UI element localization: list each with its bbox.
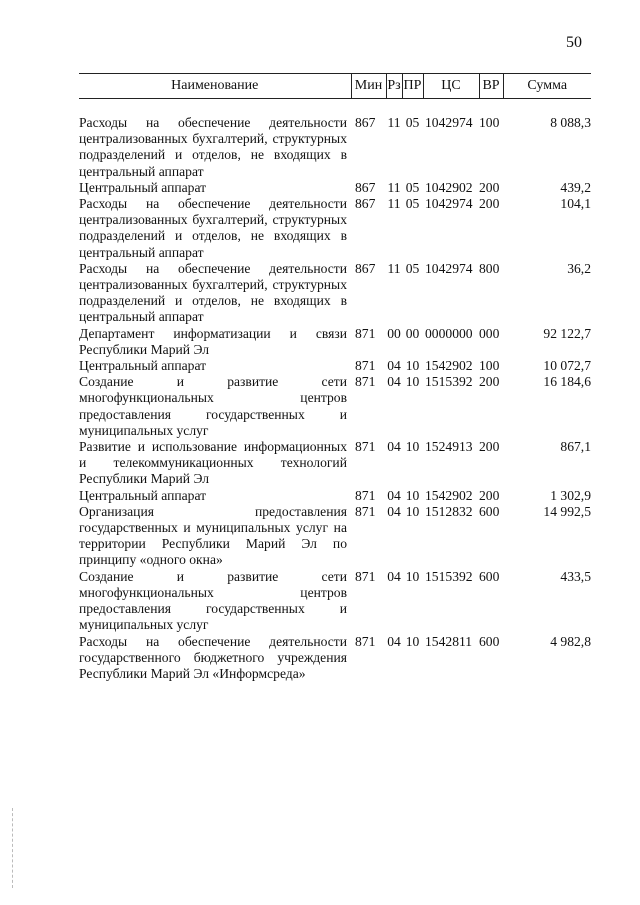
page-number: 50 — [566, 34, 582, 51]
cell-cs: 1542902 — [425, 358, 473, 374]
cell-cs: 0000000 — [425, 325, 473, 341]
cell-vr: 200 — [479, 439, 500, 455]
cell-sum: 1 302,9 — [550, 487, 591, 503]
cell-cs: 1042902 — [425, 179, 473, 195]
cell-vr: 200 — [479, 179, 500, 195]
cell-name: Центральный аппарат — [79, 179, 207, 195]
cell-pr: 10 — [405, 633, 420, 649]
cell-sum: 8 088,3 — [550, 115, 591, 130]
cell-rz: 11 — [387, 179, 401, 195]
cell-rz: 00 — [387, 325, 401, 341]
cell-sum: 433,5 — [560, 568, 591, 584]
cell-min: 867 — [355, 260, 376, 276]
table-row — [79, 326, 591, 358]
cell-cs: 1515392 — [425, 374, 473, 390]
cell-cs: 1515392 — [425, 568, 473, 584]
cell-name: Создание и развитие сети многофункциональных центров предоставления государственных и муниципальных услуг — [79, 374, 347, 438]
table-row — [79, 196, 591, 261]
cell-rz: 04 — [387, 633, 401, 649]
header-vr: ВР — [479, 74, 503, 99]
cell-sum: 10 072,7 — [543, 358, 591, 374]
cell-cs: 1042974 — [425, 260, 473, 276]
header-sum: Сумма — [503, 74, 591, 99]
cell-sum: 104,1 — [560, 196, 591, 212]
cell-pr: 05 — [405, 179, 420, 195]
cell-rz: 04 — [387, 568, 401, 584]
cell-sum: 14 992,5 — [543, 503, 591, 519]
header-name: Наименование — [79, 74, 351, 99]
table-row — [79, 439, 591, 488]
margin-marks — [12, 808, 15, 888]
cell-vr: 800 — [479, 260, 500, 276]
table-row — [79, 504, 591, 569]
cell-vr: 100 — [479, 115, 500, 130]
cell-cs: 1042974 — [425, 196, 473, 212]
cell-min: 871 — [355, 568, 376, 584]
cell-pr: 10 — [405, 503, 420, 519]
cell-vr: 200 — [479, 196, 500, 212]
cell-vr: 200 — [479, 374, 500, 390]
cell-pr: 10 — [405, 487, 420, 503]
cell-vr: 200 — [479, 487, 500, 503]
cell-name: Департамент информатизации и связи Республики Марий Эл — [79, 325, 347, 357]
cell-min: 871 — [355, 374, 376, 390]
cell-sum: 92 122,7 — [543, 325, 591, 341]
cell-vr: 600 — [479, 633, 500, 649]
cell-vr: 000 — [479, 325, 500, 341]
cell-vr: 600 — [479, 503, 500, 519]
cell-name: Расходы на обеспечение деятельности централизованных бухгалтерий, структурных подразделений и отделов, не входящих в центральный аппарат — [79, 115, 347, 179]
cell-min: 871 — [355, 358, 376, 374]
cell-cs: 1524913 — [425, 439, 473, 455]
cell-min: 871 — [355, 487, 376, 503]
header-min: Мин — [351, 74, 386, 99]
cell-min: 867 — [355, 179, 376, 195]
cell-sum: 439,2 — [560, 179, 591, 195]
cell-cs: 1512832 — [425, 503, 473, 519]
cell-name: Расходы на обеспечение деятельности централизованных бухгалтерий, структурных подразделений и отделов, не входящих в центральный аппарат — [79, 260, 347, 325]
cell-name: Развитие и использование информационных и телекоммуникационных технологий Республики Марий Эл — [79, 439, 347, 487]
cell-pr: 00 — [405, 325, 420, 341]
header-cs: ЦС — [423, 74, 479, 99]
cell-name: Организация предоставления государственных и муниципальных услуг на территории Республики Марий Эл по принципу «одного окна» — [79, 503, 347, 568]
table-row — [79, 358, 591, 374]
cell-pr: 10 — [405, 358, 420, 374]
table-row — [79, 115, 591, 180]
cell-rz: 11 — [387, 115, 401, 130]
cell-min: 867 — [355, 196, 376, 212]
cell-pr: 05 — [405, 196, 420, 212]
cell-cs: 1042974 — [425, 115, 473, 130]
cell-cs: 1542811 — [425, 633, 473, 649]
cell-min: 871 — [355, 633, 376, 649]
cell-rz: 11 — [387, 260, 401, 276]
cell-rz: 04 — [387, 487, 401, 503]
cell-name: Центральный аппарат — [79, 487, 207, 503]
cell-rz: 11 — [387, 196, 401, 212]
table-row — [79, 569, 591, 634]
cell-name: Создание и развитие сети многофункциональных центров предоставления государственных и муниципальных услуг — [79, 568, 347, 633]
cell-sum: 16 184,6 — [543, 374, 591, 390]
cell-min: 867 — [355, 115, 376, 130]
cell-min: 871 — [355, 503, 376, 519]
table-row — [79, 634, 591, 683]
table-row — [79, 180, 591, 196]
cell-vr: 600 — [479, 568, 500, 584]
budget-table — [79, 73, 591, 682]
cell-pr: 10 — [405, 568, 420, 584]
cell-vr: 100 — [479, 358, 500, 374]
cell-cs: 1542902 — [425, 487, 473, 503]
cell-min: 871 — [355, 325, 376, 341]
cell-sum: 867,1 — [560, 439, 591, 455]
table-header-row — [79, 74, 591, 99]
table-row — [79, 261, 591, 326]
cell-min: 871 — [355, 439, 376, 455]
cell-rz: 04 — [387, 374, 401, 390]
cell-rz: 04 — [387, 503, 401, 519]
table-row — [79, 488, 591, 504]
cell-name: Расходы на обеспечение деятельности государственного бюджетного учреждения Республики Марий Эл «Информсреда» — [79, 633, 347, 681]
cell-pr: 05 — [405, 115, 420, 130]
cell-sum: 4 982,8 — [550, 633, 591, 649]
header-pr: ПР — [402, 74, 423, 99]
cell-pr: 10 — [405, 374, 420, 390]
table-row — [79, 374, 591, 439]
cell-rz: 04 — [387, 358, 401, 374]
cell-pr: 05 — [405, 260, 420, 276]
cell-sum: 36,2 — [567, 260, 591, 276]
header-rz: Рз — [386, 74, 402, 99]
cell-rz: 04 — [387, 439, 401, 455]
cell-name: Центральный аппарат — [79, 358, 207, 374]
cell-name: Расходы на обеспечение деятельности централизованных бухгалтерий, структурных подразделений и отделов, не входящих в центральный аппарат — [79, 196, 347, 260]
cell-pr: 10 — [405, 439, 420, 455]
